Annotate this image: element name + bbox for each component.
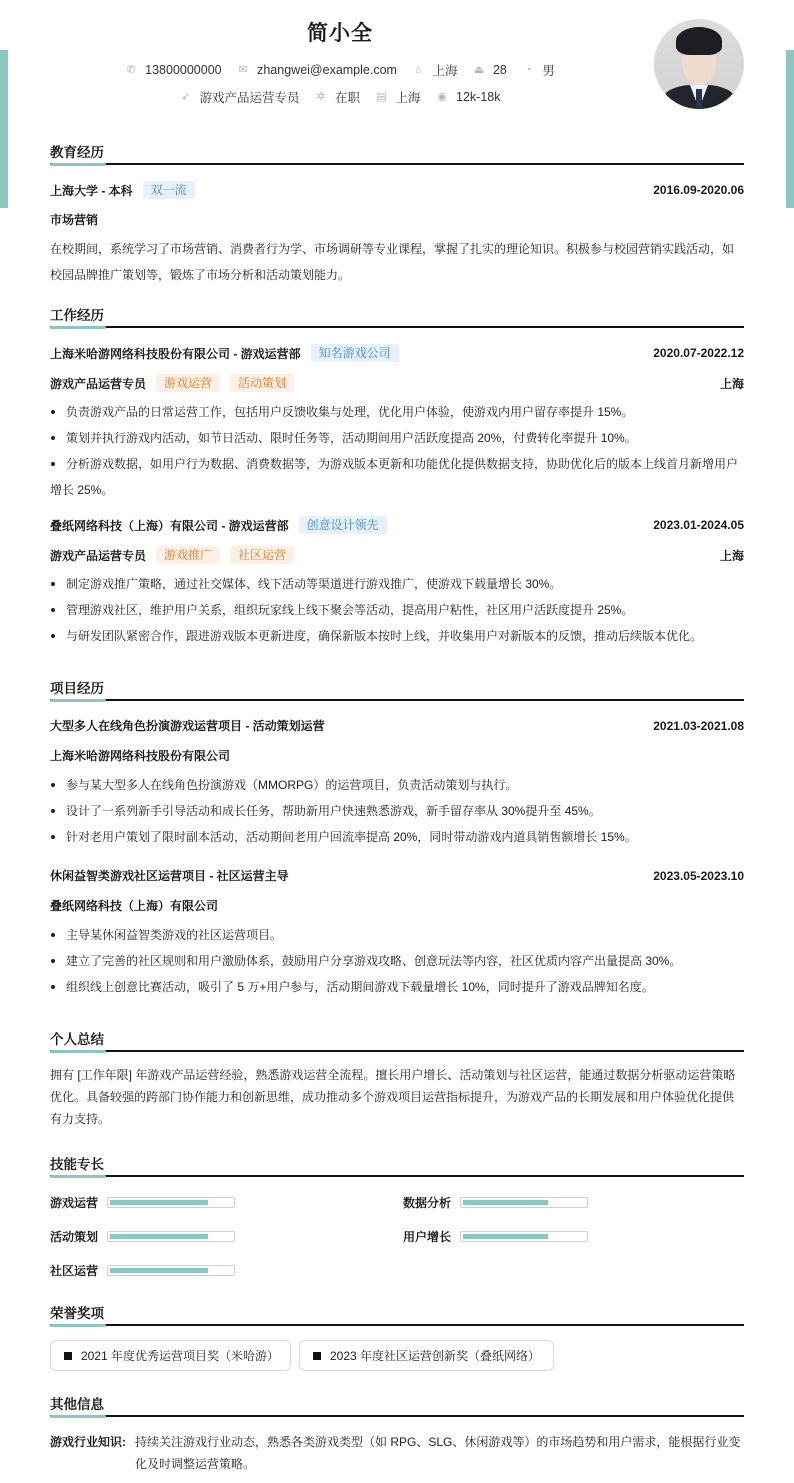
job-bullet: 与研发团队紧密合作，跟进游戏版本更新进度，确保新版本按时上线，并收集用户对新版本的反馈，推动后续版本优化。 — [50, 623, 744, 649]
section-divider — [50, 1415, 744, 1417]
other-line: 持续关注游戏行业动态，熟悉各类游戏类型（如 RPG、SLG、休闲游戏等）的市场趋势和用户需求，能根据行业变 — [135, 1435, 741, 1449]
skill-bar — [460, 1231, 588, 1242]
company-name: 上海米哈游网络科技股份有限公司 - 游戏运营部 — [50, 346, 301, 361]
skill-tag: 社区运营 — [230, 546, 294, 564]
status-icon: ✲ — [316, 91, 326, 103]
award-card — [50, 1340, 291, 1371]
other-line: 化及时调整运营策略。 — [135, 1457, 256, 1471]
home-icon: ⌂ — [415, 64, 422, 76]
gender-value: 男 — [542, 64, 555, 78]
job-bullet: 管理游戏社区，维护用户关系，组织玩家线上线下聚会等活动，提高用户粘性，社区用户活跃度提升 25%。 — [50, 597, 744, 623]
job-date: 2023.01-2024.05 — [653, 518, 744, 532]
skill-bar — [460, 1197, 588, 1208]
desc-line: 在校期间，系统学习了市场营销、消费者行为学、市场调研等专业课程，掌握了扎实的理论知识。积极参与校园营销实践活动，如 — [50, 242, 735, 256]
summary-line: 拥有 [工作年限] 年游戏产品运营经验，熟悉游戏运营全流程。擅长用户增长、活动策划与社区运营，能通过数据分析驱动运营策略 — [50, 1068, 736, 1082]
section-divider — [50, 326, 744, 328]
skills-section — [50, 1153, 744, 1278]
job-header — [50, 516, 744, 534]
summary-text — [50, 1064, 744, 1130]
section-divider — [50, 1175, 744, 1177]
skill-item — [403, 1194, 588, 1211]
skill-item — [50, 1228, 235, 1245]
candidate-name: 简小全 — [307, 22, 373, 45]
section-accent — [50, 326, 106, 329]
section-title: 技能专长 — [50, 1157, 104, 1172]
award-text: 2023 年度社区运营创新奖（叠纸网络） — [330, 1349, 541, 1363]
skill-bar — [107, 1265, 235, 1276]
project-header — [50, 717, 744, 734]
section-title: 其他信息 — [50, 1397, 104, 1412]
skill-bar-fill — [110, 1200, 208, 1205]
education-section — [50, 141, 744, 282]
age-value: 28 — [492, 63, 507, 77]
phone-item — [125, 63, 221, 77]
job-bullet: 策划并执行游戏内活动，如节日活动、限时任务等，活动期间用户活跃度提高 20%，付费转化率提升 10%。 — [50, 425, 744, 451]
section-title: 个人总结 — [50, 1032, 104, 1047]
job-bullet: 负责游戏产品的日常运营工作，包括用户反馈收集与处理，优化用户体验，使游戏内用户留存率提升 15%。 — [50, 399, 744, 425]
project-bullet: 参与某大型多人在线角色扮演游戏（MMORPG）的运营项目，负责活动策划与执行。 — [50, 772, 744, 798]
section-title: 工作经历 — [50, 308, 104, 323]
project-bullet: 针对老用户策划了限时副本活动，活动期间老用户回流率提高 20%，同时带动游戏内道具销售额增长 15%。 — [50, 824, 744, 850]
status-value: 在职 — [335, 91, 361, 105]
section-title: 项目经历 — [50, 681, 104, 696]
project-bullet: 设计了一系列新手引导活动和成长任务，帮助新用户快速熟悉游戏，新手留存率从 30%提升至 45%。 — [50, 798, 744, 824]
skill-bar-fill — [110, 1234, 208, 1239]
position-item — [180, 88, 300, 106]
section-divider — [50, 1324, 744, 1326]
school-tag: 双一流 — [143, 181, 195, 199]
skill-name: 用户增长 — [403, 1230, 452, 1244]
summary-line: 优化。具备较强的跨部门协作能力和创新思维，成功推动多个游戏项目运营指标提升，为游戏产品的长期发展和用户体验优化提供 — [50, 1090, 735, 1104]
section-accent — [50, 163, 106, 166]
project-company-row — [50, 747, 744, 764]
square-bullet-icon — [64, 1352, 72, 1360]
skill-bar-fill — [463, 1234, 548, 1239]
other-section — [50, 1393, 744, 1471]
job-bullet-continued: 增长 25%。 — [50, 483, 114, 497]
section-divider — [50, 1050, 744, 1052]
project-name: 休闲益智类游戏社区运营项目 - 社区运营主导 — [50, 869, 289, 883]
contact-row — [0, 61, 680, 79]
major-row — [50, 211, 744, 228]
salary-value: 12k-18k — [456, 90, 501, 104]
awards-section — [50, 1302, 744, 1363]
skill-name: 数据分析 — [403, 1196, 452, 1210]
other-text — [135, 1431, 744, 1475]
education-row — [50, 181, 744, 199]
building-icon: ▤ — [376, 91, 387, 103]
job-location: 上海 — [719, 376, 744, 391]
email-item — [237, 63, 397, 77]
project-bullet: 主导某休闲益智类游戏的社区运营项目。 — [50, 922, 744, 948]
project-name: 大型多人在线角色扮演游戏运营项目 - 活动策划运营 — [50, 719, 325, 733]
section-title: 教育经历 — [50, 145, 104, 160]
company-name: 叠纸网络科技（上海）有限公司 - 游戏运营部 — [50, 518, 289, 533]
project-bullet: 建立了完善的社区规则和用户激励体系，鼓励用户分享游戏攻略、创意玩法等内容，社区优质内容产出量提高 30%。 — [50, 948, 744, 974]
education-date: 2016.09-2020.06 — [653, 183, 744, 197]
skill-bar-fill — [463, 1200, 548, 1205]
job-bullet: 分析游戏数据，如用户行为数据、消费数据等，为游戏版本更新和功能优化提供数据支持，协助优化后的版本上线首月新增用户 — [50, 451, 744, 477]
skill-tag: 游戏运营 — [156, 374, 220, 392]
summary-line: 有力支持。 — [50, 1112, 111, 1126]
award-text: 2021 年度优秀运营项目奖（米哈游） — [81, 1349, 280, 1363]
job-intent-row — [0, 88, 680, 106]
work-city-item — [376, 88, 421, 106]
education-desc — [50, 236, 744, 288]
skill-bar — [107, 1197, 235, 1208]
projects-section — [50, 677, 744, 994]
gender-item — [522, 61, 555, 79]
major: 市场营销 — [50, 213, 99, 227]
job-position-row — [50, 374, 744, 392]
phone-icon: ✆ — [126, 64, 136, 76]
school-name: 上海大学 - 本科 — [50, 183, 133, 198]
project-company-row — [50, 897, 744, 914]
other-label: 游戏行业知识: — [50, 1435, 126, 1449]
award-card — [299, 1340, 554, 1371]
status-item — [315, 88, 360, 106]
section-title: 荣誉奖项 — [50, 1306, 104, 1321]
job-position: 游戏产品运营专员 — [50, 376, 147, 391]
project-company: 上海米哈游网络科技股份有限公司 — [50, 749, 231, 763]
work-section — [50, 304, 744, 643]
company-tag: 知名游戏公司 — [311, 344, 399, 362]
work-city-value: 上海 — [395, 91, 421, 105]
job-position-row — [50, 546, 744, 564]
section-divider — [50, 699, 744, 701]
age-icon: ⏏ — [473, 64, 485, 76]
job-location: 上海 — [719, 548, 744, 563]
summary-section — [50, 1028, 744, 1126]
skill-tag: 游戏推广 — [156, 546, 220, 564]
job-bullet: 制定游戏推广策略，通过社交媒体、线下活动等渠道进行游戏推广，使游戏下载量增长 30%。 — [50, 571, 744, 597]
job-date: 2020.07-2022.12 — [653, 346, 744, 360]
section-accent — [50, 1175, 106, 1178]
skill-item — [403, 1228, 588, 1245]
project-bullet: 组织线上创意比赛活动，吸引了 5 万+用户参与，活动期间游戏下载量增长 10%，同时提升了游戏品牌知名度。 — [50, 974, 744, 1000]
city-value: 上海 — [432, 64, 458, 78]
square-bullet-icon — [313, 1352, 321, 1360]
project-date: 2023.05-2023.10 — [653, 868, 744, 883]
skill-name: 游戏运营 — [50, 1196, 99, 1210]
salary-icon: ◉ — [437, 91, 447, 103]
salary-item — [436, 90, 500, 104]
email-value: zhangwei@example.com — [257, 63, 397, 77]
phone-value: 13800000000 — [145, 63, 222, 77]
gender-icon: ◔ — [525, 64, 532, 76]
skill-bar — [107, 1231, 235, 1242]
section-divider — [50, 163, 744, 165]
send-icon: ➶ — [180, 91, 191, 103]
section-accent — [50, 1415, 106, 1418]
position-value: 游戏产品运营专员 — [199, 91, 300, 105]
project-date: 2021.03-2021.08 — [653, 718, 744, 733]
section-accent — [50, 699, 106, 702]
age-item — [473, 63, 507, 77]
skill-tag: 活动策划 — [230, 374, 294, 392]
job-position: 游戏产品运营专员 — [50, 548, 147, 563]
mail-icon: ✉ — [238, 64, 248, 76]
avatar — [654, 19, 744, 109]
project-header — [50, 867, 744, 884]
company-tag: 创意设计领先 — [299, 516, 387, 534]
section-accent — [50, 1050, 106, 1053]
project-company: 叠纸网络科技（上海）有限公司 — [50, 899, 219, 913]
city-item — [412, 61, 457, 79]
skill-name: 社区运营 — [50, 1264, 99, 1278]
skill-bar-fill — [110, 1268, 208, 1273]
skill-name: 活动策划 — [50, 1230, 99, 1244]
resume-header — [0, 0, 794, 130]
skill-item — [50, 1194, 235, 1211]
job-header — [50, 344, 744, 362]
section-accent — [50, 1324, 106, 1327]
desc-line: 校园品牌推广策划等，锻炼了市场分析和活动策划能力。 — [50, 268, 351, 282]
skill-item — [50, 1262, 235, 1279]
